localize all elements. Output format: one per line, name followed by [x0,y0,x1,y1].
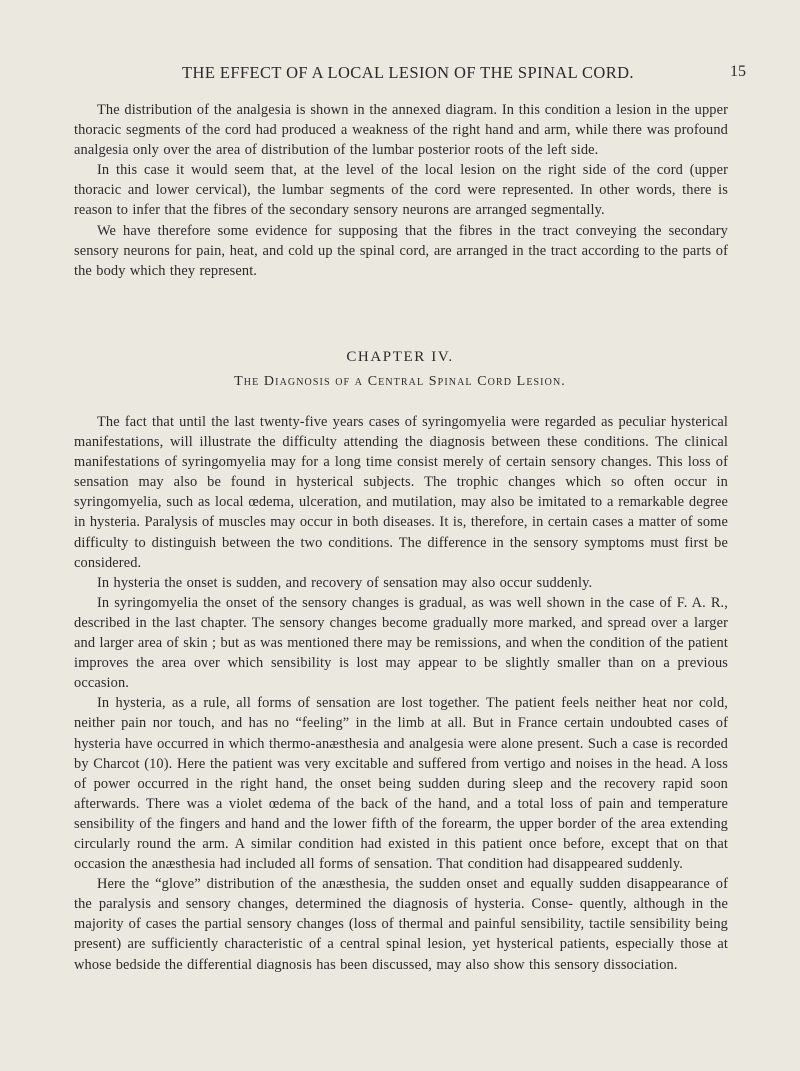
body-text-after-chapter [74,412,728,975]
paragraph: The fact that until the last twenty-five years cases of syringomyelia were regarded as peculiar hysterical manifestations, will illustrate the difficulty attending the diagnosis between these conditions. The clinical manifestations of syringomyelia may for a long time consist merely of certain sensory changes. This loss of sensation may also be found in hysterical subjects. The trophic changes which so often occur in syringomyelia, such as local œdema, ulceration, and mutilation, may also be imitated to a remarkable degree in hysteria. Paralysis of muscles may occur in both diseases. It is, therefore, in certain cases a matter of some difficulty to distinguish between the two conditions. The difference in the sensory symptoms must first be considered. [74,414,728,571]
paragraph: In hysteria the onset is sudden, and recovery of sensation may also occur suddenly. [97,574,593,591]
paragraph: We have therefore some evidence for supposing that the fibres in the tract conveying the secondary sensory neurons for pain, heat, and cold up the spinal cord, are arranged in the tract according to the parts of the body which they represent. [74,222,728,279]
page-number: 15 [730,63,746,80]
paragraph: In syringomyelia the onset of the sensory changes is gradual, as was well shown in the case of F. A. R., described in the last chapter. The sensory changes become gradually more marked, and spread over a larger and larger area of skin ; but as was mentioned there may be remissions, and when the condition of the patient improves the area over which sensibility is lost may appear to be slightly smaller than on a previous occasion. [74,594,728,692]
paragraph: The distribution of the analgesia is shown in the annexed diagram. In this condition a lesion in the upper thoracic segments of the cord had produced a weakness of the right hand and arm, while there was profound analgesia only over the area of distribution of the lumbar posterior roots of the left side. [74,102,728,159]
running-head: THE EFFECT OF A LOCAL LESION OF THE SPINAL CORD. [182,63,634,82]
chapter-heading: CHAPTER IV. [346,349,454,365]
paragraph: In this case it would seem that, at the level of the local lesion on the right side of the cord (upper thoracic and lower cervical), the lumbar segments of the cord were represented. In other words, there is reason to infer that the fibres of the secondary sensory neurons are arranged segmentally. [74,162,728,219]
body-text-before-chapter [74,100,728,281]
paragraph: Here the “glove” distribution of the anæsthesia, the sudden onset and equally sudden disappearance of the paralysis and sensory changes, determined the diagnosis of hysteria. Conse- quently, although in the majority of cases the partial sensory changes (loss of thermal and painful sensibility, tactile sensibility being present) are sufficiently characteristic of a central spinal lesion, yet hysterical patients, especially those at whose bedside the differential diagnosis has been discussed, may also show this sensory dissociation. [74,876,728,973]
chapter-subheading: The Diagnosis of a Central Spinal Cord Lesion. [234,374,566,389]
paragraph: In hysteria, as a rule, all forms of sensation are lost together. The patient feels neither heat nor cold, neither pain nor touch, and has no “feeling” in the limb at all. But in France certain undoubted cases of hysteria have occurred in which thermo-anæsthesia and analgesia were alone present. Such a case is recorded by Charcot (10). Here the patient was very excitable and suffered from vertigo and noises in the head. A loss of power occurred in the right hand, the onset being sudden during sleep and the recovery rapid soon afterwards. There was a violet œdema of the back of the hand, and a total loss of pain and temperature sensibility of the fingers and hand and the lower fifth of the forearm, the upper border of the area extending circularly round the arm. A similar condition had existed in this patient once before, except that on that occasion the anæsthesia had included all forms of sensation. That condition had disappeared suddenly. [74,695,728,873]
